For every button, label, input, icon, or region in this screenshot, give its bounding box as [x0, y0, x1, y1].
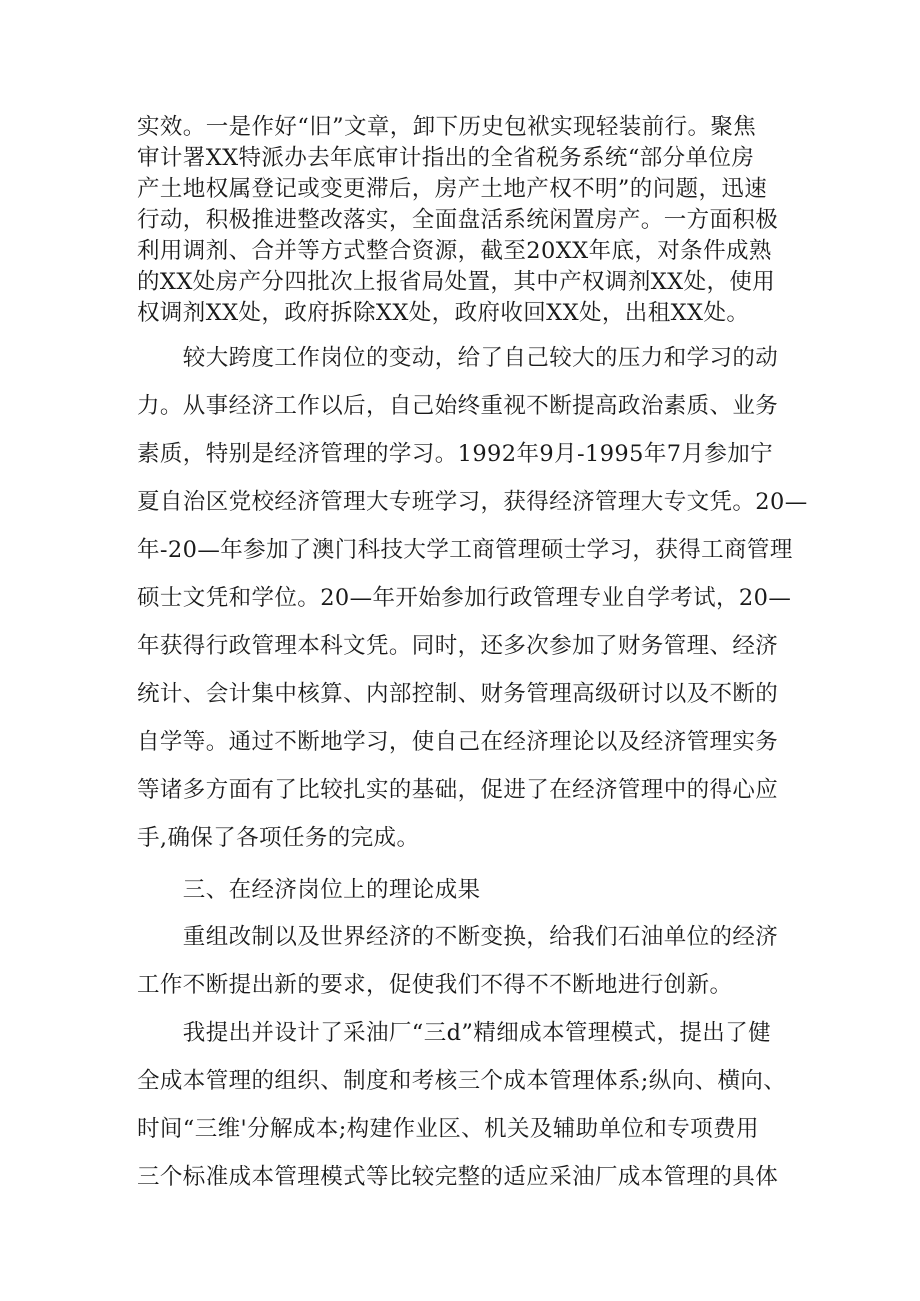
text-line: 手,确保了各项任务的完成。 — [137, 825, 420, 851]
text-line: 实效。一是作好“旧”文章，卸下历史包袱实现轻装前行。聚焦 — [137, 114, 757, 140]
paragraph-housing-rectification — [137, 112, 792, 329]
text-line: 硕士文凭和学位。20—年开始参加行政管理专业自学考试，20— — [137, 585, 792, 611]
text-line: 统计、会计集中核算、内部控制、财务管理高级研讨以及不断的 — [137, 681, 779, 707]
text-line: 重组改制以及世界经济的不断变换，给我们石油单位的经济 — [137, 924, 779, 950]
section-heading — [137, 866, 792, 914]
paragraph-restructuring — [137, 913, 792, 1009]
text-line: 较大跨度工作岗位的变动，给了自己较大的压力和学习的动 — [137, 345, 779, 371]
text-line: 自学等。通过不断地学习，使自己在经济理论以及经济管理实务 — [137, 729, 779, 755]
text-line: 时间“三维'分解成本;构建作业区、机关及辅助单位和专项费用 — [137, 1116, 759, 1142]
text-line: 产土地权属登记或变更滞后，房产土地产权不明”的问题，迅速 — [137, 176, 768, 202]
text-line: 工作不断提出新的要求，促使我们不得不不断地进行创新。 — [137, 972, 733, 998]
text-line: 年-20—年参加了澳门科技大学工商管理硕士学习，获得工商管理 — [137, 537, 793, 563]
paragraph-study-experience — [137, 334, 808, 862]
text-line: 素质，特别是经济管理的学习。1992年9月-1995年7月参加宁 — [137, 441, 774, 467]
paragraph-cost-management — [137, 1009, 792, 1201]
text-line: 审计署XX特派办去年底审计指出的全省税务系统“部分单位房 — [137, 145, 755, 171]
text-line: 年获得行政管理本科文凭。同时，还多次参加了财务管理、经济 — [137, 633, 779, 659]
text-line: 行动，积极推进整改落实，全面盘活系统闲置房产。一方面积极 — [137, 207, 779, 233]
text-line: 三个标准成本管理模式等比较完整的适应采油厂成本管理的具体 — [137, 1164, 779, 1190]
text-line: 力。从事经济工作以后，自己始终重视不断提高政治素质、业务 — [137, 393, 779, 419]
text-line: 全成本管理的组织、制度和考核三个成本管理体系;纵向、横向、 — [137, 1068, 787, 1094]
text-line: 夏自治区党校经济管理大专班学习，获得经济管理大专文凭。20— — [137, 489, 808, 515]
text-line: 等诸多方面有了比较扎实的基础，促进了在经济管理中的得心应 — [137, 777, 779, 803]
text-line: 权调剂XX处，政府拆除XX处，政府收回XX处，出租XX处。 — [137, 300, 750, 326]
section-heading-text: 三、在经济岗位上的理论成果 — [137, 877, 481, 903]
text-line: 我提出并设计了采油厂“三d”精细成本管理模式，提出了健 — [137, 1020, 772, 1046]
text-line: 的XX处房产分四批次上报省局处置，其中产权调剂XX处，使用 — [137, 269, 776, 295]
text-line: 利用调剂、合并等方式整合资源，截至20XX年底，对条件成熟 — [137, 238, 772, 264]
